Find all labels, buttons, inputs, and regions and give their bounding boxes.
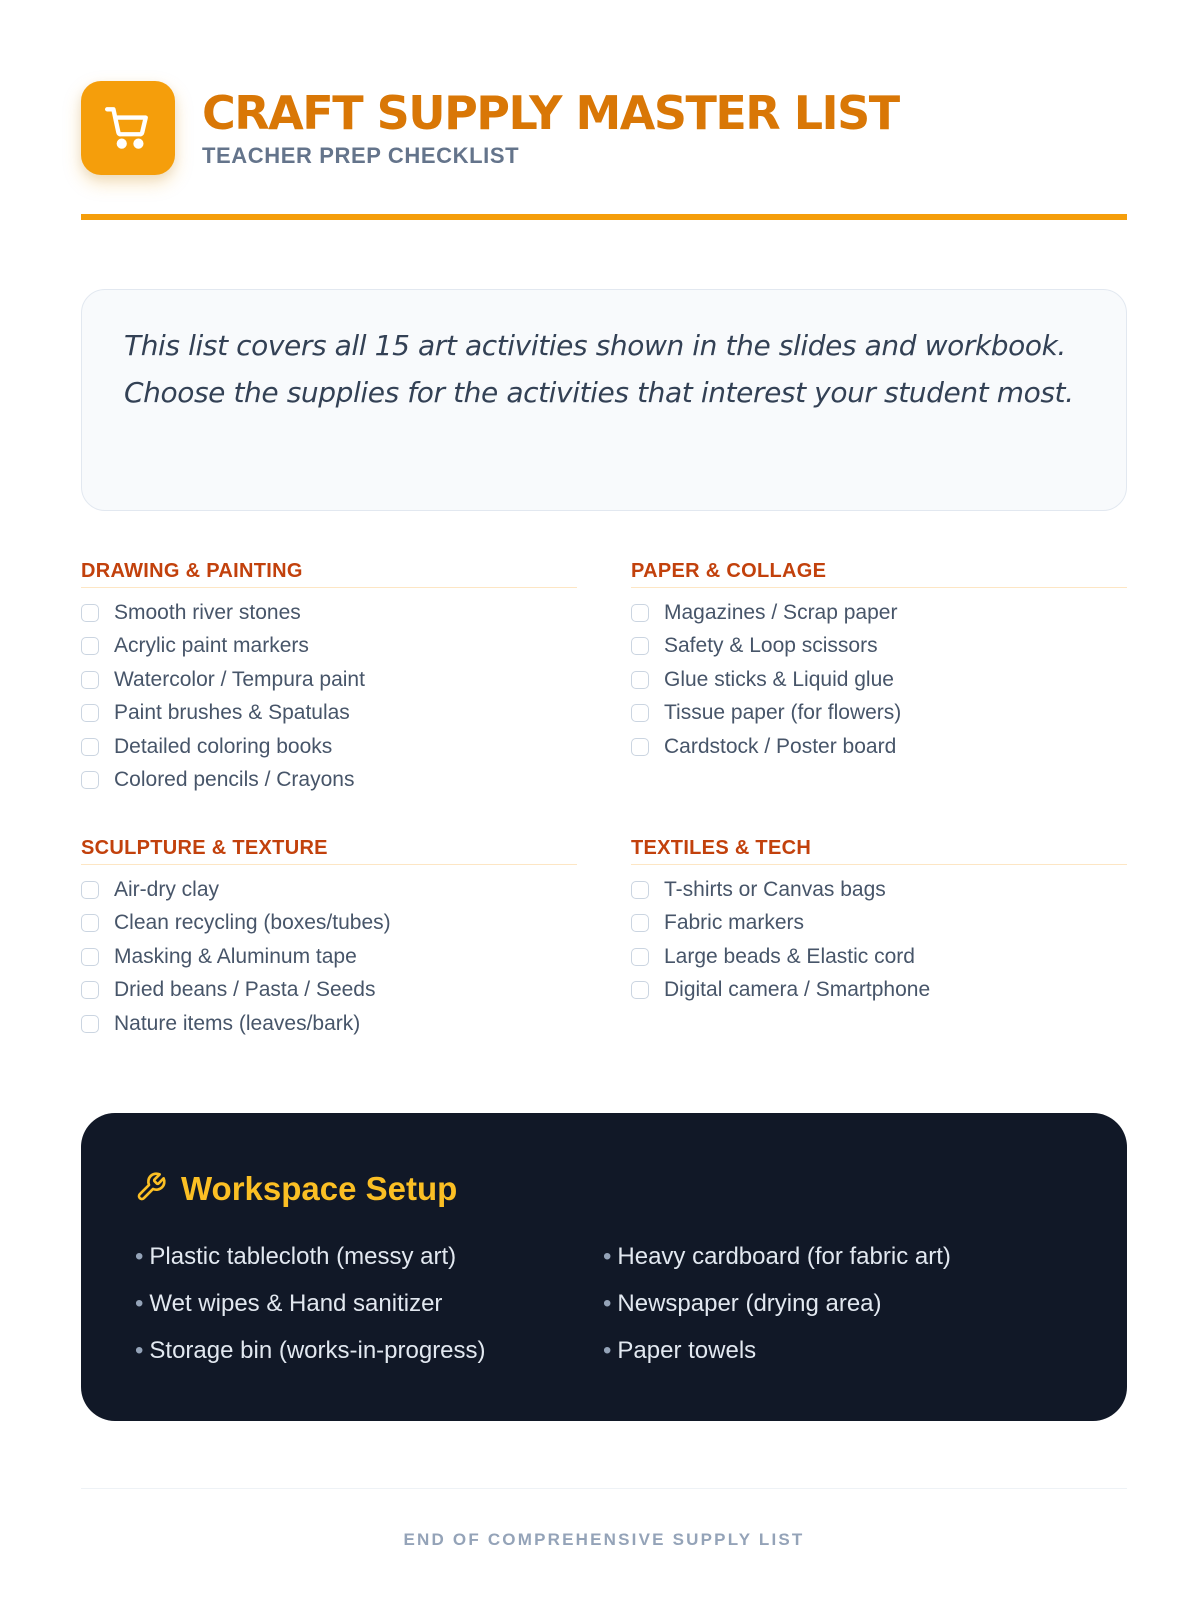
checkbox[interactable] [631,881,649,899]
item-label: Heavy cardboard (for fabric art) [617,1243,951,1270]
item-label: Magazines / Scrap paper [664,600,898,624]
item-label: Air-dry clay [114,877,220,901]
list-item [603,1327,951,1374]
workspace-list-right [603,1233,951,1374]
checkbox[interactable] [631,914,649,932]
header [81,81,1127,175]
item-label: Clean recycling (boxes/tubes) [114,911,391,935]
workspace-title: Workspace Setup [181,1170,458,1207]
category-title: TEXTILES & TECH [631,834,1127,865]
checklist-item[interactable] [631,663,1127,697]
item-label: Digital camera / Smartphone [664,978,931,1002]
checklist-item[interactable] [81,697,577,731]
checkbox[interactable] [631,604,649,622]
checklist-item[interactable] [631,907,1127,941]
checkbox[interactable] [81,671,99,689]
workspace-setup-panel [81,1113,1127,1421]
item-label: Masking & Aluminum tape [114,944,357,968]
checkbox[interactable] [81,771,99,789]
checkbox[interactable] [81,738,99,756]
item-label: Storage bin (works-in-progress) [149,1337,486,1364]
item-label: Paint brushes & Spatulas [114,701,350,725]
list-item [135,1327,486,1374]
checklist [81,596,577,797]
bullet: • [135,1243,144,1270]
checklist-item[interactable] [631,730,1127,764]
item-label: Detailed coloring books [114,734,333,758]
item-label: Acrylic paint markers [114,634,309,658]
checkbox[interactable] [631,738,649,756]
checklist-item[interactable] [81,663,577,697]
item-label: Wet wipes & Hand sanitizer [149,1290,443,1317]
checklist-item[interactable] [631,974,1127,1008]
checkbox[interactable] [81,604,99,622]
checklist-item[interactable] [631,873,1127,907]
item-label: Glue sticks & Liquid glue [664,667,894,691]
checkbox[interactable] [81,914,99,932]
checklist-item[interactable] [81,1007,577,1041]
workspace-list-left [135,1233,486,1374]
checkbox[interactable] [81,881,99,899]
workspace-header [135,1167,457,1211]
item-label: Smooth river stones [114,600,301,624]
item-label: Tissue paper (for flowers) [664,701,902,725]
checklist-item[interactable] [81,974,577,1008]
checklist-item[interactable] [81,730,577,764]
checklist [81,873,577,1041]
checklist-item[interactable] [631,596,1127,630]
item-label: Large beads & Elastic cord [664,944,915,968]
checklist-item[interactable] [631,940,1127,974]
bullet: • [135,1290,144,1317]
category-drawing-painting [81,557,577,797]
checklist-item[interactable] [631,697,1127,731]
checklist-item[interactable] [631,630,1127,664]
item-label: T-shirts or Canvas bags [664,877,886,901]
category-textiles-tech [631,834,1127,1007]
list-item [135,1233,486,1280]
item-label: Safety & Loop scissors [664,634,878,658]
list-item [603,1280,951,1327]
wrench-icon [135,1171,167,1207]
page-subtitle: TEACHER PREP CHECKLIST [202,143,520,168]
item-label: Watercolor / Tempura paint [114,667,365,691]
checklist-item[interactable] [81,596,577,630]
item-label: Plastic tablecloth (messy art) [149,1243,457,1270]
category-paper-collage [631,557,1127,764]
item-label: Newspaper (drying area) [617,1290,882,1317]
checkbox[interactable] [81,1015,99,1033]
bullet: • [603,1243,612,1270]
bullet: • [135,1337,144,1364]
checklist [631,596,1127,764]
list-item [135,1280,486,1327]
checkbox[interactable] [631,637,649,655]
checkbox[interactable] [81,704,99,722]
checklist-item[interactable] [81,764,577,798]
item-label: Nature items (leaves/bark) [114,1011,361,1035]
checkbox[interactable] [631,671,649,689]
intro-text: This list covers all 15 art activities shown in the slides and workbook. Choose the supplies for the activities that interest your student most. [124,329,1074,409]
footer-text: END OF COMPREHENSIVE SUPPLY LIST [403,1530,805,1549]
intro-callout [81,289,1127,511]
page-title: CRAFT SUPPLY MASTER LIST [202,86,899,140]
checkbox[interactable] [81,981,99,999]
category-title: DRAWING & PAINTING [81,557,577,588]
checklist-item[interactable] [81,907,577,941]
item-label: Colored pencils / Crayons [114,768,355,792]
checklist [631,873,1127,1007]
checklist-item[interactable] [81,940,577,974]
category-sculpture-texture [81,834,577,1041]
item-label: Fabric markers [664,911,805,935]
item-label: Dried beans / Pasta / Seeds [114,978,376,1002]
item-label: Paper towels [617,1337,757,1364]
checkbox[interactable] [81,948,99,966]
checkbox[interactable] [631,948,649,966]
footer-divider [81,1488,1127,1489]
checkbox[interactable] [81,637,99,655]
list-item [603,1233,951,1280]
checklist-item[interactable] [81,630,577,664]
checkbox[interactable] [631,981,649,999]
category-title: SCULPTURE & TEXTURE [81,834,577,865]
header-divider [81,214,1127,220]
bullet: • [603,1290,612,1317]
checklist-item[interactable] [81,873,577,907]
bullet: • [603,1337,612,1364]
shopping-cart-icon [81,81,175,175]
checkbox[interactable] [631,704,649,722]
category-title: PAPER & COLLAGE [631,557,1127,588]
item-label: Cardstock / Poster board [664,734,897,758]
